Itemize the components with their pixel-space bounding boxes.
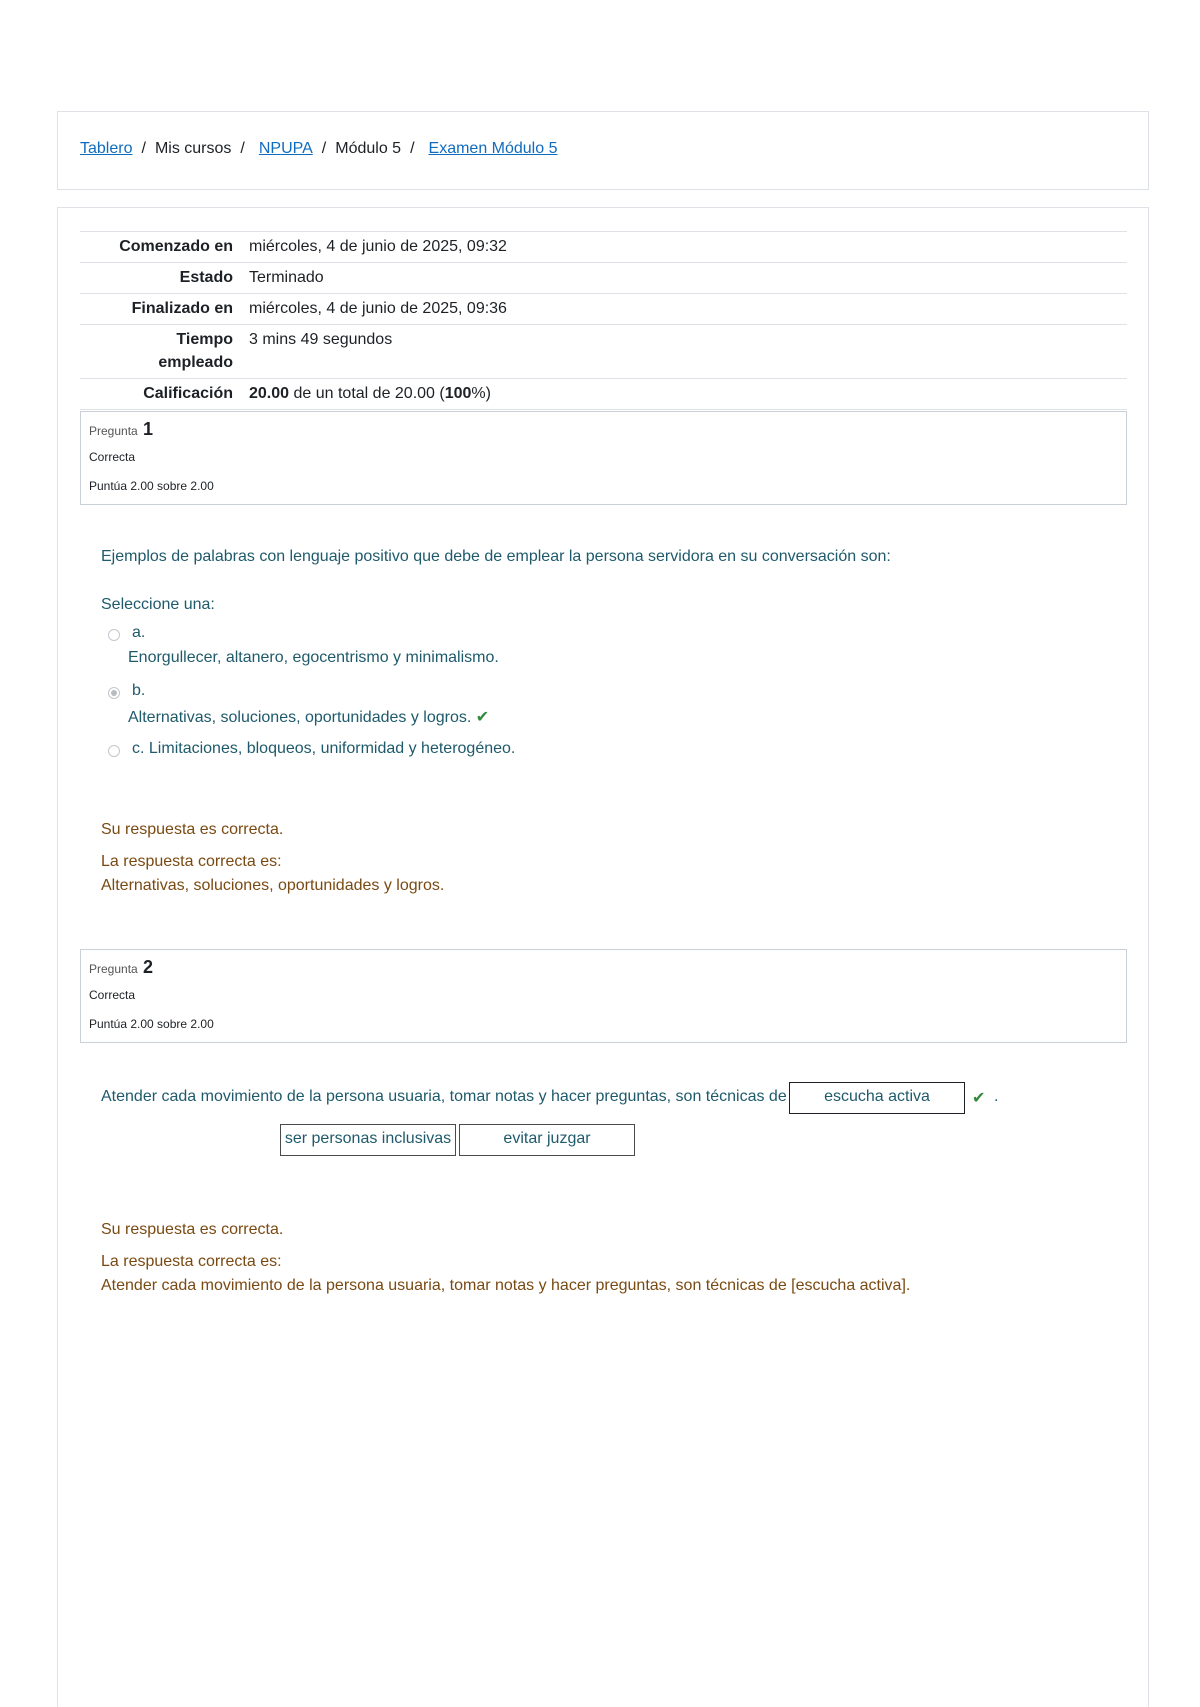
drag-option-evitar-juzgar[interactable]: evitar juzgar bbox=[459, 1124, 635, 1156]
option-c-radio[interactable] bbox=[108, 745, 120, 757]
time-label-line-1: Tiempo bbox=[176, 331, 233, 348]
time-label-line-2: empleado bbox=[158, 354, 233, 371]
question-1-text: Ejemplos de palabras con lenguaje positivo que debe de emplear la persona servidora en su conversación son: bbox=[101, 548, 891, 565]
option-c-text: Limitaciones, bloqueos, uniformidad y heterogéneo. bbox=[148, 740, 516, 757]
option-c-letter: c. bbox=[132, 740, 145, 757]
breadcrumb-link-tablero[interactable]: Tablero bbox=[80, 140, 133, 157]
question-prefix: Pregunta bbox=[89, 424, 138, 438]
grade-label: Calificación bbox=[80, 379, 249, 410]
breadcrumb-card bbox=[57, 111, 1149, 190]
completed-value: miércoles, 4 de junio de 2025, 09:36 bbox=[249, 294, 1127, 325]
completed-label: Finalizado en bbox=[80, 294, 249, 325]
breadcrumb bbox=[80, 140, 557, 158]
check-icon: ✔ bbox=[972, 1090, 986, 1107]
question-2-feedback: Su respuesta es correcta. bbox=[101, 1221, 284, 1238]
grade-value bbox=[249, 379, 1127, 410]
breadcrumb-separator: / bbox=[141, 140, 146, 157]
question-1-right-answer-label: La respuesta correcta es: bbox=[101, 853, 282, 870]
question-2-right-answer-label: La respuesta correcta es: bbox=[101, 1253, 282, 1270]
question-2-info bbox=[80, 949, 1127, 1043]
grade-middle: de un total de 20.00 ( bbox=[289, 385, 445, 402]
breadcrumb-link-examen[interactable]: Examen Módulo 5 bbox=[428, 140, 558, 157]
option-a-text: Enorgullecer, altanero, egocentrismo y minimalismo. bbox=[128, 649, 499, 666]
check-icon: ✔ bbox=[475, 709, 490, 726]
question-number: 1 bbox=[143, 419, 154, 439]
breadcrumb-separator: / bbox=[240, 140, 245, 157]
time-taken-label bbox=[80, 325, 249, 379]
summary-row-started bbox=[80, 232, 1127, 263]
option-a-letter: a. bbox=[132, 624, 146, 641]
drop-zone-answer[interactable]: escucha activa bbox=[789, 1082, 965, 1114]
time-taken-value: 3 mins 49 segundos bbox=[249, 325, 1127, 379]
question-1-prompt: Seleccione una: bbox=[101, 596, 215, 613]
question-2-number bbox=[89, 957, 153, 978]
summary-row-state bbox=[80, 263, 1127, 294]
state-value: Terminado bbox=[249, 263, 1127, 294]
quiz-review-card bbox=[57, 207, 1149, 1707]
question-1-state: Correcta bbox=[89, 450, 136, 464]
check-icon-wrap bbox=[972, 1088, 985, 1108]
state-label: Estado bbox=[80, 263, 249, 294]
breadcrumb-separator: / bbox=[410, 140, 415, 157]
breadcrumb-link-npupa[interactable]: NPUPA bbox=[258, 140, 313, 157]
grade-score: 20.00 bbox=[249, 385, 290, 402]
breadcrumb-separator: / bbox=[321, 140, 327, 157]
question-prefix: Pregunta bbox=[89, 962, 138, 976]
question-number: 2 bbox=[143, 957, 154, 977]
grade-percent: 100 bbox=[444, 385, 472, 402]
started-label: Comenzado en bbox=[80, 232, 249, 263]
question-2-text: Atender cada movimiento de la persona usuaria, tomar notas y hacer preguntas, son técnicas de bbox=[101, 1088, 787, 1105]
option-b-letter: b. bbox=[132, 682, 146, 699]
question-1-grade: Puntúa 2.00 sobre 2.00 bbox=[89, 479, 214, 493]
breadcrumb-item-modulo-5: Módulo 5 bbox=[335, 140, 402, 157]
started-value: miércoles, 4 de junio de 2025, 09:32 bbox=[249, 232, 1127, 263]
option-a-radio[interactable] bbox=[108, 629, 120, 641]
option-c-line bbox=[132, 740, 515, 758]
question-1-feedback: Su respuesta es correcta. bbox=[101, 821, 284, 838]
summary-row-grade bbox=[80, 379, 1127, 410]
summary-row-time bbox=[80, 325, 1127, 379]
end-punctuation: . bbox=[994, 1088, 999, 1105]
attempt-summary-table bbox=[80, 231, 1127, 410]
question-2-grade: Puntúa 2.00 sobre 2.00 bbox=[89, 1017, 214, 1031]
summary-row-completed bbox=[80, 294, 1127, 325]
question-2-state: Correcta bbox=[89, 988, 136, 1002]
question-1-info bbox=[80, 411, 1127, 505]
question-1-right-answer: Alternativas, soluciones, oportunidades y logros. bbox=[101, 877, 445, 894]
drag-option-ser-personas-inclusivas[interactable]: ser personas inclusivas bbox=[280, 1124, 456, 1156]
breadcrumb-item-mis-cursos: Mis cursos bbox=[154, 140, 232, 157]
question-1-number bbox=[89, 419, 153, 440]
option-b-line bbox=[128, 707, 489, 727]
grade-suffix: %) bbox=[471, 385, 491, 402]
option-b-radio[interactable] bbox=[108, 687, 120, 699]
question-2-right-answer: Atender cada movimiento de la persona usuaria, tomar notas y hacer preguntas, son técnicas de [escucha activa]. bbox=[101, 1277, 911, 1294]
option-b-text: Alternativas, soluciones, oportunidades y logros. bbox=[128, 709, 472, 726]
